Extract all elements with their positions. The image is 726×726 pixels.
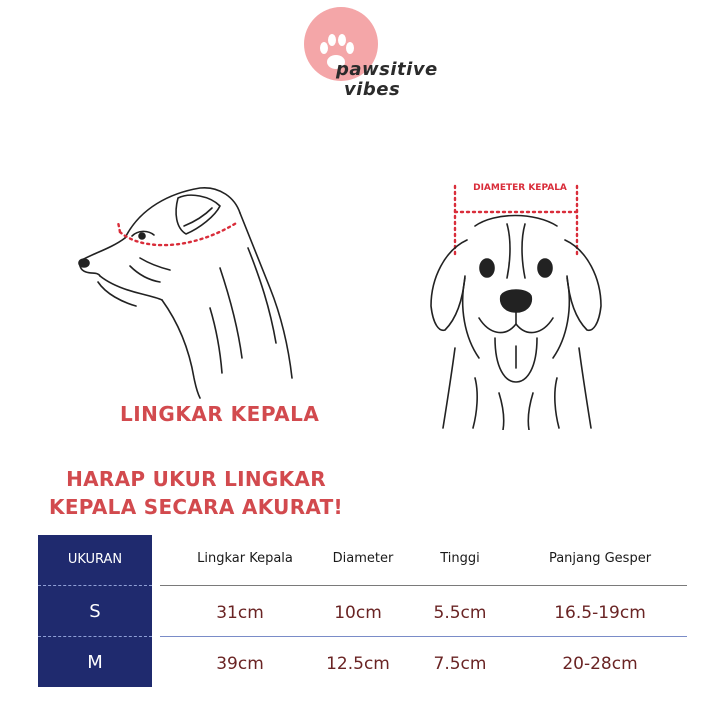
row-s-diameter: 10cm: [334, 603, 382, 623]
row-s-panjang-gesper: 16.5-19cm: [554, 603, 646, 623]
col-header-panjang-gesper: Panjang Gesper: [548, 551, 652, 566]
col-header-diameter: Diameter: [332, 551, 394, 566]
row-m-lingkar: 39cm: [216, 654, 264, 674]
head-diameter-label: DIAMETER KEPALA: [473, 183, 567, 193]
table-divider: [160, 636, 687, 637]
brand-name: [336, 60, 436, 100]
row-s-lingkar: 31cm: [216, 603, 264, 623]
notice-line-2: KEPALA SECARA AKURAT!: [49, 495, 343, 519]
size-separator: [38, 636, 152, 637]
size-m: M: [87, 652, 103, 673]
notice-line-1: HARAP UKUR LINGKAR: [66, 467, 326, 491]
row-m-panjang-gesper: 20-28cm: [562, 654, 638, 674]
size-separator: [38, 585, 152, 586]
col-header-lingkar-kepala: Lingkar Kepala: [197, 551, 293, 566]
table-divider: [160, 585, 687, 586]
size-column: [38, 535, 152, 687]
brand-line-1: pawsitive: [336, 59, 438, 80]
brand-line-2: vibes: [344, 79, 401, 100]
row-m-diameter: 12.5cm: [326, 654, 390, 674]
row-m-tinggi: 7.5cm: [433, 654, 487, 674]
size-s: S: [89, 601, 101, 622]
col-header-tinggi: Tinggi: [440, 551, 480, 566]
size-header: UKURAN: [67, 552, 123, 567]
dog-front-illustration: [415, 178, 615, 430]
dog-side-illustration: [70, 178, 310, 400]
head-circumference-label: LINGKAR KEPALA: [120, 402, 320, 426]
measure-notice: [36, 465, 356, 521]
row-s-tinggi: 5.5cm: [433, 603, 487, 623]
